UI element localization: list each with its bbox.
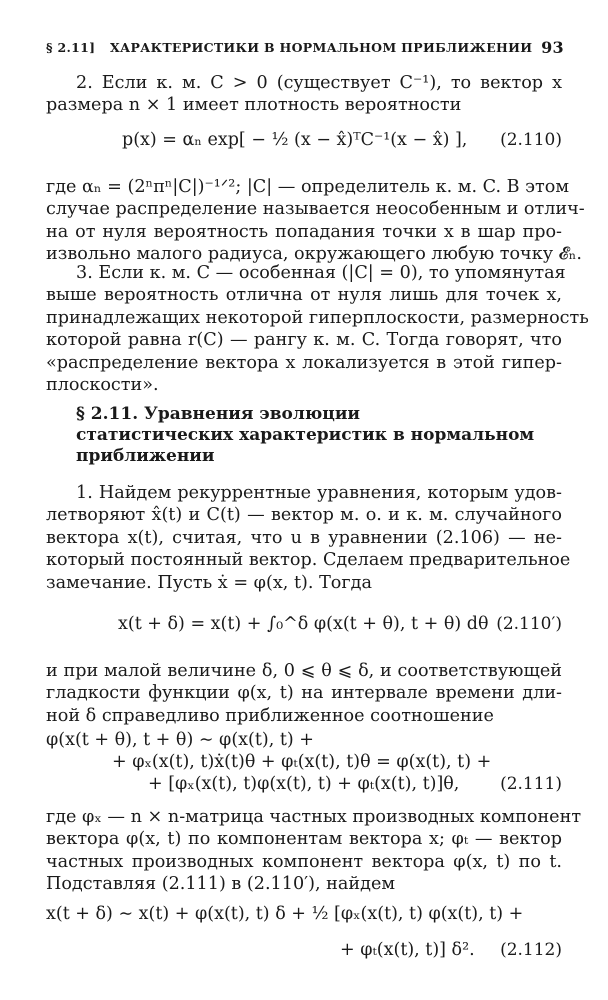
paragraph-s1-cont2: [46, 806, 582, 896]
text-line: замечание. Пусть ẋ = φ(x, t). Тогда: [46, 572, 372, 593]
text-line: размера n × 1 имеет плотность вероятности: [46, 95, 462, 116]
paragraph-s1: [46, 482, 571, 594]
paragraph-2: [46, 72, 562, 117]
equation-2-111-line2: + φₓ(x(t), t)ẋ(t)θ + φₜ(x(t), t)θ = φ(x(t), t) +: [112, 752, 492, 772]
text-line: плоскости».: [46, 375, 159, 396]
page-number: 93: [541, 38, 564, 57]
text-line: 3. Если к. м. C — особенная (|C| = 0), то упомянутая: [76, 263, 566, 283]
text-line: гладкости функции φ(x, t) на интервале времени дли-: [46, 683, 562, 704]
text-line: вектора φ(x, t) по компонентам вектора x; φₜ — вектор: [46, 829, 562, 850]
header-section: § 2.11]: [46, 40, 96, 55]
paragraph-2-cont: [46, 176, 585, 266]
text-line: вектора x(t), считая, что u в уравнении (2.106) — не-: [46, 527, 562, 548]
text-line: случае распределение называется неособенным и отлич-: [46, 199, 585, 220]
equation-2-112-line1: x(t + δ) ∼ x(t) + φ(x(t), t) δ + ½ [φₓ(x(t), t) φ(x(t), t) +: [46, 904, 524, 924]
paragraph-3: [46, 262, 589, 396]
text-line: 1. Найдем рекуррентные уравнения, которым удов-: [76, 483, 562, 503]
equation-2-111-line3: + [φₓ(x(t), t)φ(x(t), t) + φₜ(x(t), t)]θ,: [148, 774, 460, 794]
text-line: и при малой величине δ, 0 ⩽ θ ⩽ δ, и соответствующей: [46, 661, 562, 681]
text-line: где φₓ — n × n-матрица частных производных компонент: [46, 807, 582, 827]
header-title: ХАРАКТЕРИСТИКИ В НОРМАЛЬНОМ ПРИБЛИЖЕНИИ: [110, 40, 533, 55]
running-header: [46, 38, 564, 60]
equation-2-112-line2: + φₜ(x(t), t)] δ².: [340, 940, 475, 960]
text-line: летворяют x̂(t) и C(t) — вектор м. о. и к. м. случайного: [46, 505, 562, 526]
text-line: где αₙ = (2ⁿπⁿ|C|)⁻¹ᐟ²; |C| — определитель к. м. C. В этом: [46, 177, 570, 197]
heading-line: § 2.11. Уравнения эволюции: [76, 404, 361, 424]
equation-number: (2.112): [500, 940, 562, 960]
text-line: который постоянный вектор. Сделаем предварительное: [46, 550, 571, 571]
equation-number: (2.110): [500, 130, 562, 150]
heading-line: статистических характеристик в нормальном: [76, 425, 535, 445]
text-line: «распределение вектора x локализуется в этой гипер-: [46, 352, 562, 373]
text-line: которой равна r(C) — рангу к. м. C. Тогда говорят, что: [46, 330, 562, 351]
equation-2-111-line1: φ(x(t + θ), t + θ) ∼ φ(x(t), t) +: [46, 730, 314, 750]
text-line: принадлежащих некоторой гиперплоскости, размерность: [46, 307, 589, 328]
heading-line: приближении: [76, 446, 215, 466]
text-line: 2. Если к. м. C > 0 (существует C⁻¹), то вектор x: [76, 73, 562, 93]
equation-2-110: p(x) = αₙ exp[ − ½ (x − x̂)ᵀC⁻¹(x − x̂) ],: [122, 130, 468, 150]
paragraph-s1-cont: [46, 660, 562, 727]
text-line: Подставляя (2.111) в (2.110′), найдем: [46, 874, 396, 895]
equation-number: (2.111): [500, 774, 562, 794]
section-heading: [76, 404, 556, 467]
text-line: на от нуля вероятность попадания точки x в шар про-: [46, 221, 562, 242]
text-line: частных производных компонент вектора φ(x, t) по t.: [46, 851, 562, 872]
text-line: ной δ справедливо приближенное соотношение: [46, 705, 494, 726]
equation-2-110-prime: x(t + δ) = x(t) + ∫₀^δ φ(x(t + θ), t + θ) dθ: [118, 614, 489, 634]
text-line: извольно малого радиуса, окружающего любую точку 𝓔ₙ.: [46, 244, 582, 265]
equation-number: (2.110′): [496, 614, 562, 634]
text-line: выше вероятность отлична от нуля лишь для точек x,: [46, 285, 562, 306]
